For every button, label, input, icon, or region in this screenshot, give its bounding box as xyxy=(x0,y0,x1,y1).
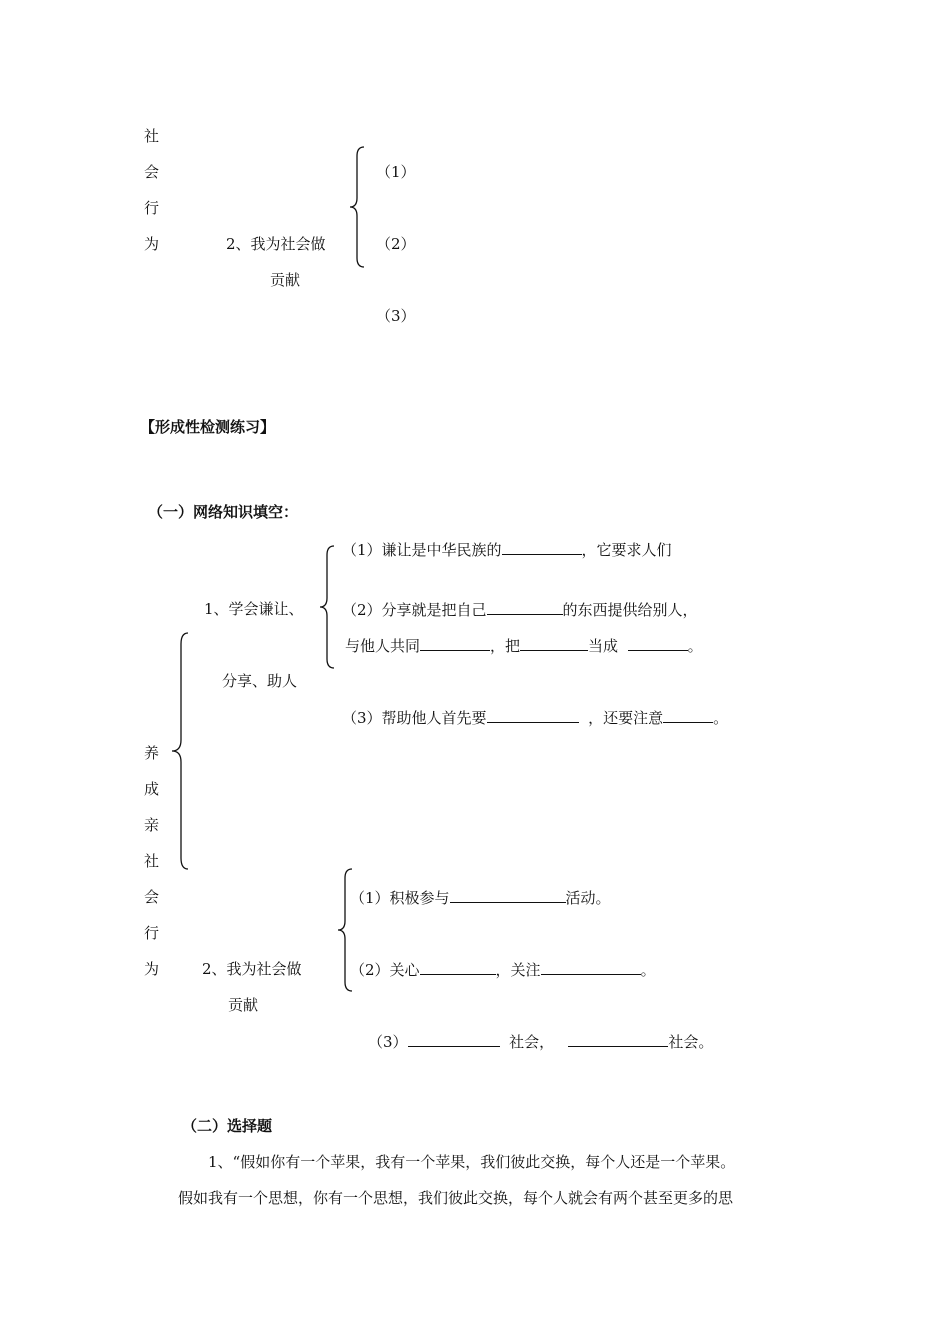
question-line: （3） 社会， 社会。 xyxy=(368,1033,714,1051)
vertical-char: 成 xyxy=(144,780,160,798)
answer-blank[interactable] xyxy=(487,708,579,723)
answer-blank[interactable] xyxy=(502,540,582,555)
part1-heading: （一）网络知识填空： xyxy=(148,503,299,521)
question-line: （1）谦让是中华民族的 ，它要求人们 xyxy=(342,541,672,559)
answer-blank[interactable] xyxy=(450,888,566,903)
vertical-char: 社 xyxy=(144,127,160,145)
vertical-char: 会 xyxy=(144,888,160,906)
question-text: 1、“假如你有一个苹果，我有一个苹果，我们彼此交换，每个人还是一个苹果。 xyxy=(208,1153,736,1171)
vertical-char: 会 xyxy=(144,163,160,181)
answer-blank[interactable] xyxy=(487,600,563,615)
item2-label: 2、我为社会做 xyxy=(202,960,302,978)
brace-icon xyxy=(348,146,368,268)
answer-blank[interactable] xyxy=(541,960,641,975)
answer-blank[interactable] xyxy=(568,1032,668,1047)
vertical-char: 社 xyxy=(144,852,160,870)
answer-blank[interactable] xyxy=(628,636,688,651)
part2-heading: （二）选择题 xyxy=(182,1117,273,1135)
item1-label-cont: 分享、助人 xyxy=(222,672,298,690)
vertical-char: 行 xyxy=(144,199,160,217)
answer-blank[interactable] xyxy=(520,636,588,651)
question-text: 假如我有一个思想，你有一个思想，我们彼此交换，每个人就会有两个甚至更多的思 xyxy=(178,1189,734,1207)
item2-label: 2、我为社会做 xyxy=(226,235,326,253)
sub-item: （1） xyxy=(376,163,416,181)
question-line: （1）积极参与 活动。 xyxy=(350,889,611,907)
answer-blank[interactable] xyxy=(420,960,496,975)
sub-item: （3） xyxy=(376,307,416,325)
vertical-char: 养 xyxy=(144,744,160,762)
question-line: （3）帮助他人首先要 ，还要注意 。 xyxy=(342,709,729,727)
question-line: （2）分享就是把自己 的东西提供给别人， xyxy=(342,601,698,619)
brace-icon xyxy=(318,545,338,669)
item1-label: 1、学会谦让、 xyxy=(204,600,304,618)
section-title: 【形成性检测练习】 xyxy=(140,418,276,436)
item2-label-cont: 贡献 xyxy=(228,996,259,1014)
answer-blank[interactable] xyxy=(663,708,713,723)
vertical-char: 行 xyxy=(144,924,160,942)
vertical-char: 亲 xyxy=(144,816,160,834)
question-line: （2）关心 ，关注 。 xyxy=(350,961,656,979)
item2-label-cont: 贡献 xyxy=(270,271,301,289)
vertical-char: 为 xyxy=(144,960,160,978)
answer-blank[interactable] xyxy=(420,636,490,651)
question-line: 与他人共同 ，把 当成 。 xyxy=(345,637,703,655)
vertical-char: 为 xyxy=(144,235,160,253)
brace-icon xyxy=(170,632,192,872)
sub-item: （2） xyxy=(376,235,416,253)
answer-blank[interactable] xyxy=(408,1032,500,1047)
